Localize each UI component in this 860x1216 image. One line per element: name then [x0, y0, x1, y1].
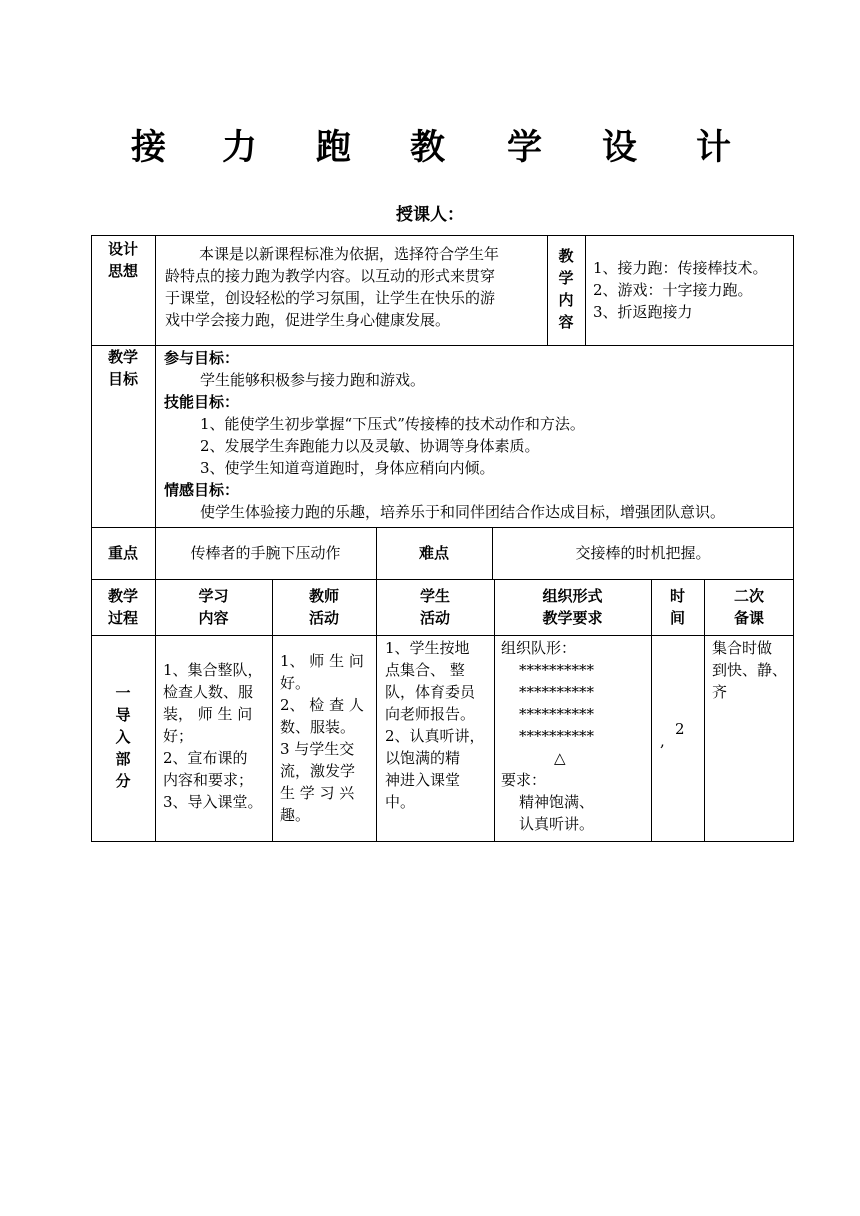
teacher-line: 好。 — [280, 674, 311, 692]
student-line: 1、学生按地 — [385, 639, 470, 657]
label-line: 思想 — [107, 262, 138, 280]
content-item: 1、接力跑：传接棒技术。 — [593, 259, 768, 277]
section-char: 导 — [115, 706, 131, 724]
intro-section-label — [91, 682, 155, 792]
header-line: 教师 — [308, 587, 339, 605]
label-line: 教学 — [107, 348, 138, 366]
teacher-line: 趣。 — [280, 806, 311, 824]
student-line: 点集合、 整 — [385, 661, 465, 679]
header-line: 学习 — [198, 587, 229, 605]
org-title: 组织队形： — [501, 639, 577, 657]
teacher-line: 生 学 习 兴 — [280, 784, 355, 802]
col-divider — [155, 345, 156, 527]
header-process — [91, 585, 155, 629]
teacher-label: 授课人： — [396, 205, 464, 225]
difficulty-label: 难点 — [418, 544, 449, 562]
intro-teacher-activity — [280, 650, 364, 826]
text-line: 本课是以新课程标准为依据，选择符合学生年 — [199, 245, 500, 263]
student-line: 队，体育委员 — [385, 683, 476, 701]
design-label — [91, 238, 155, 282]
student-line: 中。 — [385, 793, 416, 811]
content-items — [593, 257, 768, 323]
formation-row: ********** — [519, 705, 594, 723]
formation-row: ********** — [519, 727, 594, 745]
notes-line: 齐 — [712, 683, 728, 701]
skill-title: 技能目标： — [164, 393, 240, 411]
notes-line: 到快、静、 — [712, 661, 788, 679]
title-char: 跑 — [316, 127, 352, 168]
section-char: 入 — [115, 728, 131, 746]
header-line: 教学要求 — [542, 609, 603, 627]
teacher-line: 流，激发学 — [280, 762, 356, 780]
notes-line: 集合时做 — [712, 639, 773, 657]
emotion-title: 情感目标： — [164, 481, 240, 499]
text-line: 戏中学会接力跑，促进学生身心健康发展。 — [165, 311, 451, 329]
row-divider — [91, 635, 794, 636]
title-char: 学 — [507, 127, 543, 168]
key-label: 重点 — [107, 544, 138, 562]
title-char: 教 — [410, 127, 446, 168]
text-line: 龄特点的接力跑为教学内容。以互动的形式来贯穿 — [165, 267, 496, 285]
skill-item: 3、使学生知道弯道跑时，身体应稍向内倾。 — [200, 459, 495, 477]
content-line: 装， 师 生 问 — [163, 705, 253, 723]
participation-text: 学生能够积极参与接力跑和游戏。 — [200, 371, 426, 389]
participation-title: 参与目标： — [164, 349, 240, 367]
teacher-line: 3 与学生交 — [280, 740, 355, 758]
formation-row: ********** — [519, 661, 594, 679]
label-char: 教 — [558, 247, 574, 265]
label-char: 学 — [558, 269, 574, 287]
label-char: 内 — [558, 291, 574, 309]
header-line: 时 — [669, 587, 685, 605]
header-line: 组织形式 — [542, 587, 603, 605]
header-organization — [494, 585, 651, 629]
header-line: 备课 — [733, 609, 764, 627]
header-line: 间 — [669, 609, 685, 627]
section-char: 部 — [115, 750, 131, 768]
skill-item: 1、能使学生初步掌握“下压式”传接棒的技术动作和方法。 — [200, 415, 585, 433]
student-line: 2、认真听讲， — [385, 727, 485, 745]
student-line: 向老师报告。 — [385, 705, 476, 723]
header-line: 内容 — [198, 609, 229, 627]
col-divider — [585, 235, 586, 345]
header-line: 教学 — [107, 587, 138, 605]
requirement-line: 精神饱满、 — [519, 793, 595, 811]
label-line: 设计 — [107, 240, 138, 258]
requirement-title: 要求： — [501, 771, 547, 789]
header-line: 二次 — [733, 587, 764, 605]
content-line: 1、集合整队， — [163, 661, 263, 679]
content-item: 2、游戏：十字接力跑。 — [593, 281, 753, 299]
content-line: 检查人数、服 — [163, 683, 254, 701]
header-time — [651, 585, 704, 629]
header-line: 活动 — [308, 609, 339, 627]
section-char: 分 — [115, 772, 131, 790]
intro-organization — [501, 637, 594, 835]
content-line: 好； — [163, 727, 194, 745]
title-char: 设 — [602, 127, 638, 168]
design-text — [165, 243, 499, 331]
text-line: 于课堂，创设轻松的学习氛围，让学生在快乐的游 — [165, 289, 496, 307]
difficulty-text: 交接棒的时机把握。 — [575, 544, 711, 562]
goals-label — [91, 346, 155, 390]
time-mark: , — [660, 732, 665, 750]
row-divider — [91, 527, 794, 528]
intro-student-activity — [385, 637, 485, 813]
key-text: 传棒者的手腕下压动作 — [190, 544, 341, 562]
teacher-line: 数、服装。 — [280, 718, 356, 736]
emotion-text: 使学生体验接力跑的乐趣，培养乐于和同伴团结合作达成目标，增强团队意识。 — [200, 503, 726, 521]
student-line: 神进入课堂 — [385, 771, 461, 789]
label-line: 目标 — [107, 370, 138, 388]
student-line: 以饱满的精 — [385, 749, 461, 767]
content-line: 2、宣布课的 — [163, 749, 248, 767]
header-student — [376, 585, 494, 629]
header-line: 活动 — [419, 609, 450, 627]
teacher-line: 1、 师 生 问 — [280, 652, 364, 670]
time-value: 2 — [675, 720, 685, 738]
header-line: 学生 — [419, 587, 450, 605]
title-char: 计 — [696, 127, 732, 168]
teacher-position-icon: △ — [554, 749, 566, 767]
intro-notes — [712, 637, 787, 703]
requirement-line: 认真听讲。 — [519, 815, 595, 833]
content-line: 3、导入课堂。 — [163, 793, 263, 811]
header-teacher — [272, 585, 376, 629]
content-item: 3、折返跑接力 — [593, 303, 693, 321]
header-content — [155, 585, 272, 629]
title-char: 力 — [222, 127, 258, 168]
row-divider — [91, 579, 794, 580]
content-label — [547, 245, 585, 333]
row-divider — [91, 345, 794, 346]
teacher-line: 2、 检 查 人 — [280, 696, 364, 714]
header-line: 过程 — [107, 609, 138, 627]
col-divider — [155, 235, 156, 345]
header-notes — [704, 585, 794, 629]
section-char: 一 — [115, 684, 131, 702]
content-line: 内容和要求； — [163, 771, 254, 789]
label-char: 容 — [558, 313, 574, 331]
formation-row: ********** — [519, 683, 594, 701]
document-title — [0, 126, 860, 174]
goals-text — [164, 347, 725, 523]
intro-content — [163, 659, 263, 813]
skill-item: 2、发展学生奔跑能力以及灵敏、协调等身体素质。 — [200, 437, 540, 455]
title-char: 接 — [131, 127, 167, 168]
